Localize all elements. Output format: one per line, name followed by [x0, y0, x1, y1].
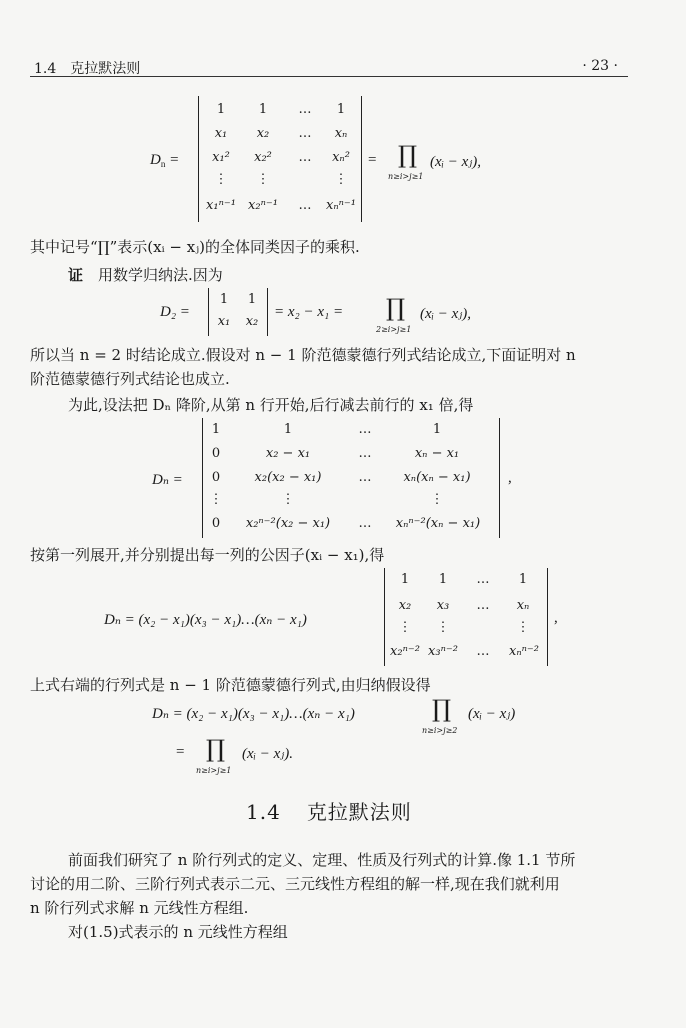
det-cell: …: [298, 150, 312, 165]
formula2-lhs: D₂ =: [160, 304, 190, 320]
det-cell: ⋮: [281, 492, 295, 507]
det-cell: …: [298, 198, 312, 213]
det-cell: 1: [216, 102, 226, 117]
det-cell: x₂: [398, 598, 412, 613]
det-cell: 1: [211, 422, 221, 437]
det-cell: x₂ⁿ⁻²: [390, 644, 420, 659]
det-cell: 0: [211, 516, 221, 531]
header-section-number: 1.4: [34, 61, 57, 77]
formula4-determinant: [384, 568, 548, 666]
paragraph-line: n 阶行列式求解 n 元线性方程组.: [30, 899, 249, 917]
det-cell: …: [476, 644, 490, 659]
det-cell: …: [358, 516, 372, 531]
det-cell: xₙⁿ⁻²(xₙ − x₁): [395, 516, 481, 531]
det-cell: ⋮: [256, 172, 270, 187]
running-header: [30, 52, 628, 77]
formula5-line2-rhs: (xᵢ − xⱼ).: [242, 746, 294, 762]
det-cell: x₂: [245, 314, 259, 329]
product-limits: n≥i>j≥1: [388, 172, 424, 181]
det-cell: x₂ⁿ⁻¹: [248, 198, 278, 213]
det-cell: xₙ: [516, 598, 530, 613]
det-cell: 1: [432, 422, 442, 437]
det-cell: x₂ − x₁: [265, 446, 311, 461]
formula2-rhs: (xᵢ − xⱼ),: [420, 306, 472, 322]
det-cell: xₙ − x₁: [414, 446, 460, 461]
det-cell: x₃ⁿ⁻²: [428, 644, 458, 659]
det-cell: ⋮: [398, 620, 412, 635]
paragraph-line: 为此,设法把 Dₙ 降阶,从第 n 行开始,后行减去前行的 x₁ 倍,得: [68, 396, 474, 414]
notation-note: 其中记号“∏”表示(xᵢ − xⱼ)的全体同类因子的乘积.: [30, 238, 360, 256]
det-cell: …: [358, 446, 372, 461]
det-cell: ⋮: [436, 620, 450, 635]
formula3-trail: ,: [508, 470, 512, 486]
det-cell: x₁ⁿ⁻¹: [206, 198, 236, 213]
section-heading: [246, 796, 412, 825]
det-cell: ⋮: [430, 492, 444, 507]
product-limits: 2≥i>j≥1: [376, 325, 412, 334]
paragraph-line: 上式右端的行列式是 n − 1 阶范德蒙德行列式,由归纳假设得: [30, 676, 431, 694]
det-cell: xₙ: [334, 126, 348, 141]
page-number: · 23 ·: [582, 58, 618, 74]
section-heading-number: 1.4: [246, 800, 281, 824]
det-cell: ⋮: [214, 172, 228, 187]
det-cell: 0: [211, 470, 221, 485]
det-cell: xₙⁿ⁻¹: [326, 198, 356, 213]
formula1-rhs: (xᵢ − xⱼ),: [430, 154, 482, 170]
det-cell: x₂: [256, 126, 270, 141]
det-cell: xₙⁿ⁻²: [509, 644, 539, 659]
det-cell: ⋮: [334, 172, 348, 187]
det-cell: ⋮: [209, 492, 223, 507]
det-cell: 1: [283, 422, 293, 437]
formula5-line1-rhs: (xᵢ − xⱼ): [468, 706, 516, 722]
det-cell: …: [358, 422, 372, 437]
det-cell: …: [298, 126, 312, 141]
product-symbol: ∏: [386, 294, 406, 322]
paragraph-line: 按第一列展开,并分别提出每一列的公因子(xᵢ − x₁),得: [30, 546, 385, 564]
header-section: [34, 58, 140, 78]
det-cell: 0: [211, 446, 221, 461]
product-limits: n≥i>j≥2: [422, 726, 458, 735]
det-cell: x₃: [436, 598, 450, 613]
formula1-equals: =: [368, 152, 377, 168]
formula2-middle: = x₂ − x₁ =: [274, 304, 344, 320]
product-symbol: ∏: [206, 735, 226, 763]
formula4-trail: ,: [554, 610, 558, 626]
det-cell: 1: [336, 102, 346, 117]
det-cell: …: [476, 598, 490, 613]
formula5-line2-equals: =: [176, 744, 185, 760]
det-cell: x₁: [217, 314, 231, 329]
formula5-line1: Dₙ = (x₂ − x₁)(x₃ − x₁)…(xₙ − x₁): [152, 706, 355, 722]
det-cell: 1: [247, 292, 257, 307]
det-cell: …: [476, 572, 490, 587]
formula1-lhs: $D_n$ =: [150, 152, 180, 169]
proof-label: 证: [68, 266, 84, 284]
product-symbol: ∏: [432, 695, 452, 723]
paragraph-line: 所以当 n = 2 时结论成立.假设对 n − 1 阶范德蒙德行列式结论成立,下面证明对 n: [30, 346, 576, 364]
det-cell: ⋮: [516, 620, 530, 635]
paragraph-line: 前面我们研究了 n 阶行列式的定义、定理、性质及行列式的计算.像 1.1 节所: [68, 851, 576, 869]
det-cell: xₙ(xₙ − x₁): [403, 470, 471, 485]
section-heading-title: 克拉默法则: [306, 800, 412, 824]
paragraph-line: 阶范德蒙德行列式结论也成立.: [30, 370, 230, 388]
header-section-title: 克拉默法则: [70, 61, 141, 77]
formula2-determinant: [208, 288, 268, 336]
det-cell: 1: [400, 572, 410, 587]
det-cell: 1: [438, 572, 448, 587]
det-cell: …: [358, 470, 372, 485]
det-cell: x₂ⁿ⁻²(x₂ − x₁): [245, 516, 331, 531]
formula3-determinant: [202, 418, 500, 538]
formula1-determinant: [198, 96, 362, 222]
det-cell: x₁: [214, 126, 228, 141]
det-cell: x₂(x₂ − x₁): [254, 470, 322, 485]
paragraph-line: 对(1.5)式表示的 n 元线性方程组: [68, 923, 288, 941]
det-cell: …: [298, 102, 312, 117]
formula3-lhs: Dₙ =: [152, 472, 183, 488]
det-cell: xₙ²: [332, 150, 350, 165]
product-limits: n≥i>j≥1: [196, 766, 232, 775]
product-symbol: ∏: [398, 141, 418, 169]
det-cell: 1: [258, 102, 268, 117]
proof-intro: 用数学归纳法.因为: [98, 266, 223, 284]
formula4-lhs: Dₙ = (x₂ − x₁)(x₃ − x₁)…(xₙ − x₁): [104, 612, 307, 628]
det-cell: 1: [518, 572, 528, 587]
det-cell: x₁²: [212, 150, 230, 165]
paragraph-line: 讨论的用二阶、三阶行列式表示二元、三元线性方程组的解一样,现在我们就利用: [30, 875, 560, 893]
det-cell: 1: [219, 292, 229, 307]
det-cell: x₂²: [254, 150, 272, 165]
